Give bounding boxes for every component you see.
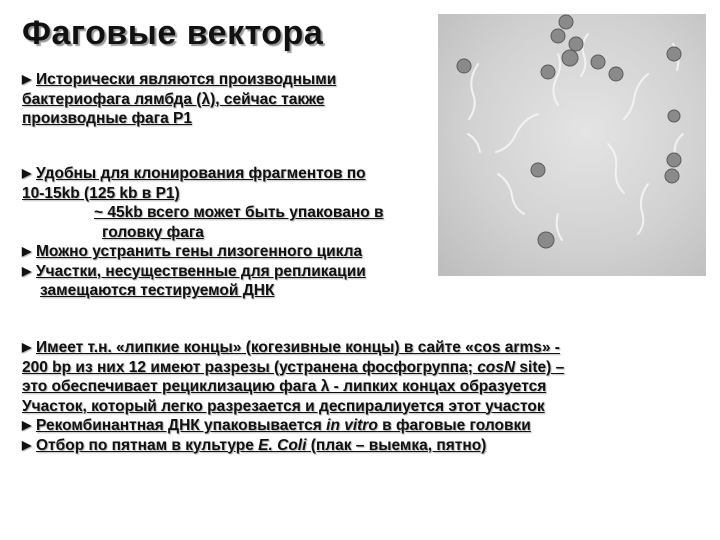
cos-line-2b: cosN — [477, 358, 516, 376]
advantages-line-7: замещаются тестируемой ДНК — [40, 282, 275, 299]
cos-line-4: Участок, который легко разрезается и деспиралиуется этот участок — [22, 397, 545, 415]
cos-line-6c: (плак – выемка, пятно) — [306, 436, 487, 454]
block-advantages — [22, 164, 682, 301]
cos-line-5a: Рекомбинантная ДНК упаковывается — [36, 417, 327, 434]
arrowhead-bullet-icon: ▶ — [22, 244, 32, 258]
cos-line-1: Имеет т.н. «липкие концы» (когезивные концы) в сайте «cos arms» - — [36, 339, 560, 356]
cos-line-6a: Отбор по пятнам в культуре — [36, 436, 259, 454]
cos-line-2a: 200 bp из них 12 имеют разрезы (устранена фосфогруппа; — [22, 358, 478, 376]
history-line-3: производные фага Р1 — [22, 110, 193, 127]
advantages-line-4: головку фага — [102, 223, 204, 241]
cos-line-3: это обеспечивает рециклизацию фага λ - липких концах образуется — [22, 378, 547, 395]
arrowhead-bullet-icon: ▶ — [22, 72, 32, 86]
advantages-line-1: Удобны для клонирования фрагментов по — [36, 165, 366, 182]
block-cos-sites — [22, 338, 682, 455]
advantages-line-6: Участки, несущественные для репликации — [36, 262, 366, 280]
arrowhead-bullet-icon: ▶ — [22, 263, 32, 278]
cos-line-5b: in vitro — [326, 417, 378, 434]
advantages-line-3: ~ 45kb всего может быть упаковано в — [94, 204, 384, 221]
arrowhead-bullet-icon: ▶ — [22, 437, 32, 452]
advantages-line-5: Можно устранить гены лизогенного цикла — [36, 243, 363, 260]
arrowhead-bullet-icon: ▶ — [22, 418, 32, 432]
advantages-line-2: 10-15kb (125 kb в Р1) — [22, 184, 180, 202]
cos-line-5c: в фаговые головки — [377, 417, 531, 434]
arrowhead-bullet-icon: ▶ — [22, 166, 32, 180]
cos-line-6b: E. Coli — [258, 436, 307, 454]
history-line-2: бактериофага лямбда (λ), сейчас также — [22, 90, 325, 108]
block-history — [22, 70, 682, 129]
history-line-1: Исторически являются производными — [36, 71, 337, 88]
cos-line-2c: site) – — [515, 358, 565, 376]
arrowhead-bullet-icon: ▶ — [22, 340, 32, 354]
page-title: Фаговые вектора — [22, 14, 324, 52]
